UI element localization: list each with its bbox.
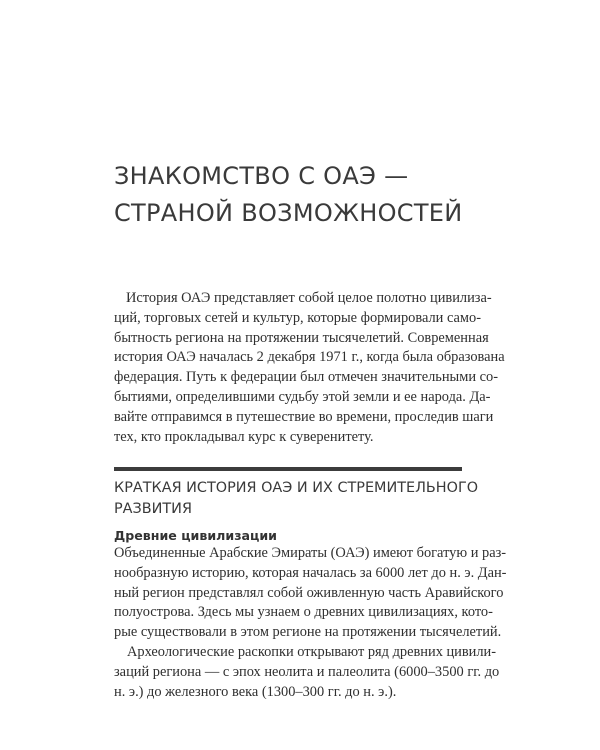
- text-line: Объединенные Арабские Эмираты (ОАЭ) имеют богатую и раз-: [114, 545, 507, 561]
- text-line: бытность региона на протяжении тысячелетий. Современная: [114, 329, 489, 346]
- body-paragraph: [114, 643, 500, 702]
- text-line: ций, торговых сетей и культур, которые формировали само-: [114, 309, 481, 326]
- text-line: История ОАЭ представляет собой целое полотно цивилиза-: [126, 290, 492, 306]
- text-line: бытиями, определившими судьбу этой земли и ее народа. Да-: [114, 388, 491, 405]
- subsection-title: Древние цивилизации: [114, 528, 277, 543]
- text-line: тех, кто прокладывал курс к суверенитету.: [114, 428, 374, 445]
- text-line: федерация. Путь к федерации был отмечен значительными со-: [114, 369, 498, 386]
- section-title: [114, 478, 479, 520]
- text-line: рые существовали в этом регионе на протяжении тысячелетий.: [114, 624, 502, 641]
- chapter-title-line: ЗНАКОМСТВО С ОАЭ —: [114, 162, 409, 190]
- text-line: нообразную историю, которая началась за 6000 лет до н. э. Дан-: [114, 564, 507, 581]
- chapter-title-line: СТРАНОЙ ВОЗМОЖНОСТЕЙ: [114, 199, 463, 227]
- text-line: вайте отправимся в путешествие во времени, проследив шаги: [114, 408, 494, 425]
- section-title-line: КРАТКАЯ ИСТОРИЯ ОАЭ И ИХ СТРЕМИТЕЛЬНОГО: [114, 480, 479, 496]
- section-title-line: РАЗВИТИЯ: [114, 501, 192, 517]
- text-line: полуострова. Здесь мы узнаем о древних цивилизациях, кото-: [114, 604, 493, 621]
- intro-paragraph: [114, 289, 505, 447]
- text-line: н. э.) до железного века (1300–300 гг. до н. э.).: [114, 683, 397, 700]
- text-line: Археологические раскопки открывают ряд древних цивили-: [127, 643, 497, 660]
- text-line: ный регион представлял собой оживленную часть Аравийского: [114, 584, 504, 601]
- section-divider: [114, 467, 462, 471]
- text-line: история ОАЭ началась 2 декабря 1971 г., когда была образована: [114, 349, 505, 366]
- body-paragraph: [114, 544, 507, 643]
- chapter-title: [114, 158, 474, 232]
- section-body: [114, 544, 507, 702]
- text-line: заций региона — с эпох неолита и палеолита (6000–3500 гг. до: [114, 663, 500, 680]
